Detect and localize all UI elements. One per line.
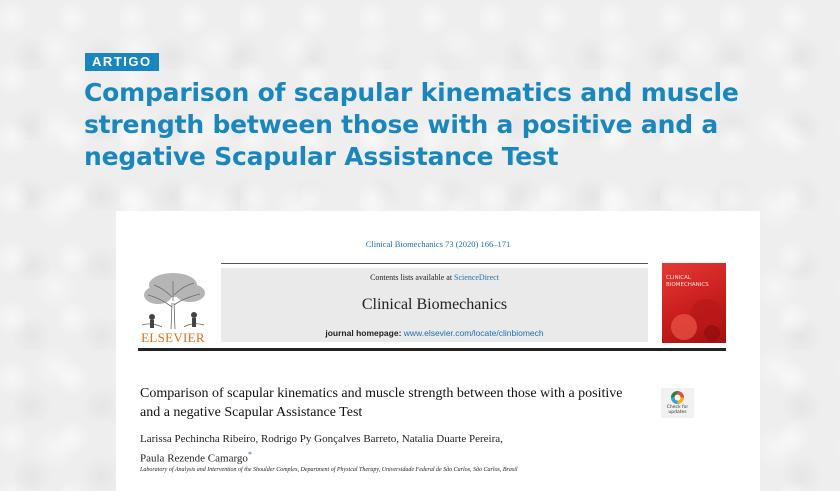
contents-prefix: Contents lists available at [370,273,455,282]
article-headline[interactable]: Comparison of scapular kinematics and muscle strength between those with a positive and a negative Scapular Assistance Test [84,78,739,171]
check-updates-icon [670,390,685,405]
authors-line-2: Paula Rezende Camargo [140,452,248,465]
publisher-logo-text: ELSEVIER [141,330,205,345]
cover-title: CLINICAL BIOMECHANICS [666,275,709,288]
contents-line [221,273,648,282]
corresponding-author-mark[interactable]: * [247,450,252,459]
check-updates-label [661,405,694,415]
journal-cover[interactable] [662,263,726,343]
check-updates-line1: Check for [666,405,689,410]
homepage-label: journal homepage: [325,328,404,338]
journal-citation[interactable]: Clinical Biomechanics 73 (2020) 166–171 [365,239,511,249]
author-affiliation: Laboratory of Analysis and Intervention of the Shoulder Complex, Department of Physical Therapy, Universidade Federal de São Carlos, São Carlos, Brasil [140,467,518,473]
sciencedirect-link[interactable]: ScienceDirect [454,273,499,282]
category-tag: ARTIGO [85,53,159,71]
paper-preview [116,211,760,491]
author-list [140,431,600,467]
homepage-link[interactable]: www.elsevier.com/locate/clinbiomech [403,328,544,338]
paper-title: Comparison of scapular kinematics and muscle strength between those with a positive and a negative Scapular Assistance Test [140,386,623,420]
header-rule [138,348,726,351]
authors-line-1: Larissa Pechincha Ribeiro, Rodrigo Py Gonçalves Barreto, Natalia Duarte Pereira, [140,433,503,445]
header-divider [221,263,648,264]
journal-homepage [221,328,648,338]
journal-name: Clinical Biomechanics [361,296,508,313]
journal-header-box [221,268,648,342]
check-updates-line2: updates [668,410,687,415]
check-for-updates-badge[interactable] [661,388,694,418]
